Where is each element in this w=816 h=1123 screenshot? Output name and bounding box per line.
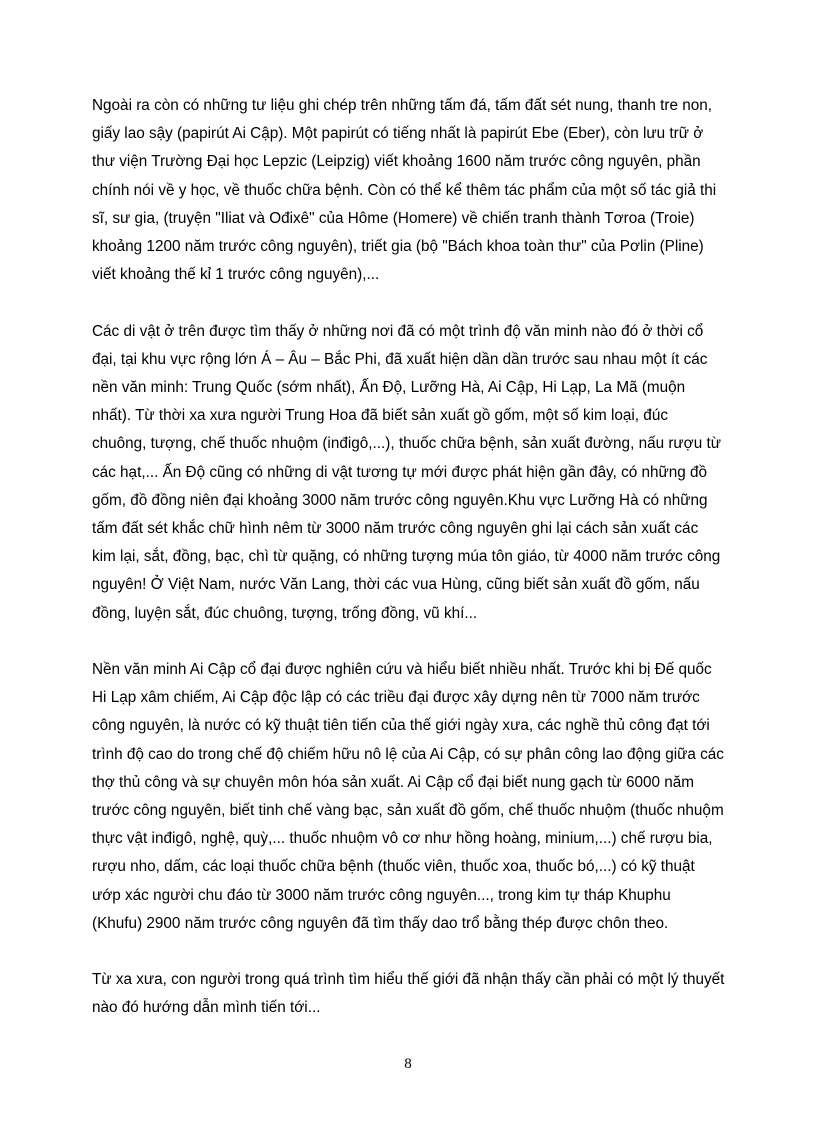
text-line: thư viện Trường Đại học Lepzic (Leipzig) viết khoảng 1600 năm trước công nguyên, phần [92, 153, 701, 171]
text-line: trước công nguyên, biết tinh chế vàng bạc, sản xuất đồ gốm, chế thuốc nhuộm (thuốc nhuộm [92, 802, 724, 820]
paragraph-3 [92, 656, 782, 938]
page-number: 8 [404, 1056, 412, 1072]
paragraph-spacer [92, 289, 782, 317]
paragraph-2 [92, 318, 782, 628]
text-line: Từ xa xưa, con người trong quá trình tìm hiểu thế giới đã nhận thấy cần phải có một lý thuyết [92, 971, 725, 989]
text-line: khoảng 1200 năm trước công nguyên), triết gia (bộ "Bách khoa toàn thư" của Pơlin (Pline) [92, 238, 704, 256]
text-line: giấy lao sậy (papirút Ai Cập). Một papirút có tiếng nhất là papirút Ebe (Eber), còn lưu trữ ở [92, 125, 704, 143]
text-line: công nguyên, là nước có kỹ thuật tiên tiến của thế giới ngày xưa, các nghề thủ công đạt tới [92, 717, 710, 735]
text-line: thực vật inđigô, nghệ, quỳ,... thuốc nhuộm vô cơ như hồng hoàng, minium,...) chế rượu bia, [92, 830, 713, 848]
text-line: chính nói về y học, về thuốc chữa bệnh. Còn có thể kể thêm tác phẩm của một số tác giả thi [92, 181, 717, 199]
text-line: sĩ, sư gia, (truyện "Iliat và Ođixê" của Hôme (Homere) về chiến tranh thành Tơroa (Troie) [92, 209, 695, 227]
text-line: đại, tại khu vực rộng lớn Á – Âu – Bắc Phi, đã xuất hiện dần dần trước sau nhau một ít các [92, 350, 708, 368]
text-line: nhất). Từ thời xa xưa người Trung Hoa đã biết sản xuất gồ gốm, một số kim loại, đúc [92, 407, 668, 425]
text-line: tấm đất sét khắc chữ hình nêm từ 3000 năm trước công nguyên ghi lại cách sản xuất các [92, 520, 699, 538]
text-line: nguyên! Ở Việt Nam, nước Văn Lang, thời các vua Hùng, cũng biết sản xuất đồ gốm, nấu [92, 576, 700, 594]
text-line: Các di vật ở trên được tìm thấy ở những nơi đã có một trình độ văn minh nào đó ở thời cổ [92, 322, 704, 340]
paragraph-spacer [92, 628, 782, 656]
text-line: các hạt,... Ấn Độ cũng có những di vật tương tự mới được phát hiện gần đây, có những đồ [92, 463, 708, 481]
text-line: thợ thủ công và sự chuyên môn hóa sản xuất. Ai Cập cổ đại biết nung gạch từ 6000 năm [92, 773, 694, 791]
text-line: đồng, luyện sắt, đúc chuông, tượng, trống đồng, vũ khí... [92, 604, 478, 622]
text-line: nền văn minh: Trung Quốc (sớm nhất), Ấn Độ, Lưỡng Hà, Ai Cập, Hi Lạp, La Mã (muộn [92, 379, 686, 397]
text-line: rượu nho, dấm, các loại thuốc chữa bệnh (thuốc viên, thuốc xoa, thuốc bó,...) có kỹ thuật [92, 858, 695, 876]
text-line: trình độ cao do trong chế độ chiếm hữu nô lệ của Ai Cập, có sự phân công lao động giữa các [92, 745, 724, 763]
text-line: chuông, tượng, chế thuốc nhuộm (inđigô,...), thuốc chữa bệnh, sản xuất đường, nấu rượu từ [92, 435, 721, 453]
text-line: viết khoảng thế kỉ 1 trước công nguyên),... [92, 266, 380, 284]
text-line: gốm, đồ đồng niên đại khoảng 3000 năm trước công nguyên.Khu vực Lưỡng Hà có những [92, 491, 708, 509]
text-line: kim lại, sắt, đồng, bạc, chì từ quặng, có những tượng múa tôn giáo, từ 4000 năm trước công [92, 548, 721, 566]
text-line: Nền văn minh Ai Cập cổ đại được nghiên cứu và hiểu biết nhiều nhất. Trước khi bị Đế quốc [92, 661, 712, 679]
paragraph-1 [92, 92, 782, 289]
document-body [92, 92, 782, 1023]
text-line: (Khufu) 2900 năm trước công nguyên đã tìm thấy dao trổ bằng thép được chôn theo. [92, 914, 669, 932]
paragraph-spacer [92, 938, 782, 966]
text-line: ướp xác người chu đáo từ 3000 năm trước công nguyên..., trong kim tự tháp Khuphu [92, 886, 671, 904]
text-line: nào đó hướng dẫn mình tiến tới... [92, 999, 321, 1017]
text-line: Ngoài ra còn có những tư liệu ghi chép trên những tấm đá, tấm đất sét nung, thanh tre non, [92, 97, 713, 114]
paragraph-4 [92, 966, 782, 1022]
text-line: Hi Lạp xâm chiếm, Ai Cập độc lập có các triều đại được xây dựng nên từ 7000 năm trước [92, 689, 700, 707]
